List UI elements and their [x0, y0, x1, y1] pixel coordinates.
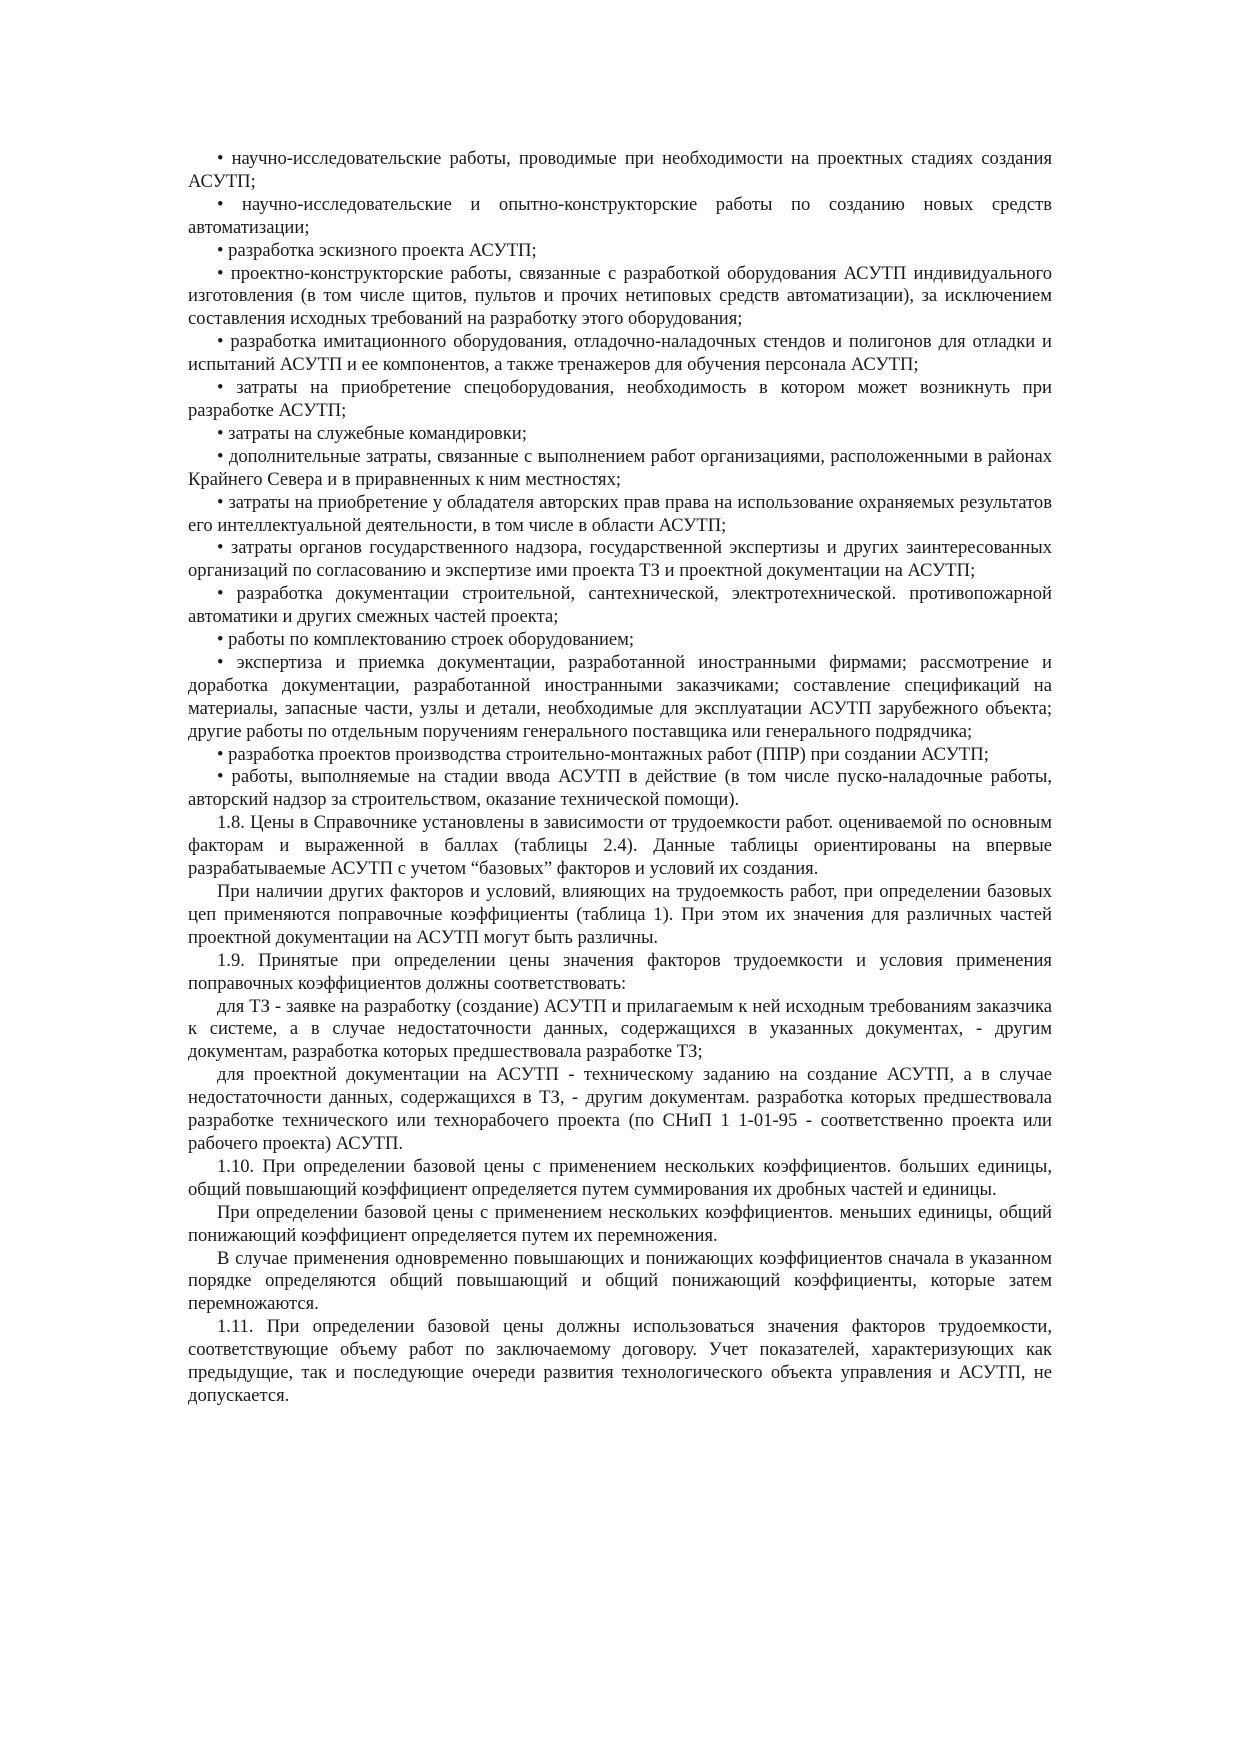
list-item: • затраты на приобретение у обладателя авторских прав права на использование охраняемых результатов его интеллектуальной деятельности, в том числе в области АСУТП;	[188, 491, 1052, 536]
list-item: • работы, выполняемые на стадии ввода АСУТП в действие (в том числе пуско-наладочные работы, авторский надзор за строительством, оказание технической помощи).	[188, 766, 1052, 811]
list-item: • затраты на приобретение спецоборудования, необходимость в котором может возникнуть при разработке АСУТП;	[188, 377, 1052, 421]
list-item: • работы по комплектованию строек оборудованием;	[217, 629, 635, 651]
section-1-11-paragraph: 1.11. При определении базовой цены должны использоваться значения факторов трудоемкости, соответствующие объему работ по заключаемому договору. Учет показателей, характеризующих как предыдущие, так и последующие очереди развития технологического объекта управления и АСУТП, не допускается.	[188, 1316, 1052, 1406]
list-item: • разработка эскизного проекта АСУТП;	[217, 239, 537, 261]
list-item: • разработка документации строительной, сантехнической, электротехнической. противопожарной автоматики и других смежных частей проекта;	[188, 583, 1052, 628]
section-1-9-paragraph: 1.9. Принятые при определении цены значения факторов трудоемкости и условия применения поправочных коэффициентов должны соответствовать:	[188, 949, 1052, 994]
list-item: • затраты на служебные командировки;	[217, 422, 527, 444]
list-item: • проектно-конструкторские работы, связанные с разработкой оборудования АСУТП индивидуального изготовления (в том числе щитов, пультов и прочих нетиповых средств автоматизации), за исключением составления исходных требований на разработку этого оборудования;	[188, 262, 1052, 330]
section-1-8-paragraph: 1.8. Цены в Справочнике установлены в зависимости от трудоемкости работ. оцениваемой по основным факторам и выраженной в баллах (таблицы 2.4). Данные таблицы ориентированы на впервые разрабатываемые АСУТП с учетом “базовых” факторов и условий их создания.	[188, 812, 1052, 880]
body-paragraph: При наличии других факторов и условий, влияющих на трудоемкость работ, при определении базовых цеп применяются поправочные коэффициенты (таблица 1). При этом их значения для различных частей проектной документации на АСУТП могут быть различны.	[188, 881, 1052, 948]
list-item: • экспертиза и приемка документации, разработанной иностранными фирмами; рассмотрение и доработка документации, разработанной иностранными заказчиками; составление спецификаций на материалы, запасные части, узлы и детали, необходимые для эксплуатации АСУТП зарубежного объекта; другие работы по отдельным поручениям генерального поставщика или генерального подрядчика;	[188, 651, 1052, 742]
list-item: • разработка проектов производства строительно-монтажных работ (ППР) при создании АСУТП;	[217, 743, 989, 765]
section-1-10-paragraph: 1.10. При определении базовой цены с применением нескольких коэффициентов. больших единицы, общий повышающий коэффициент определяется путем суммирования их дробных частей и единицы.	[188, 1155, 1052, 1200]
body-paragraph: для ТЗ - заявке на разработку (создание) АСУТП и прилагаемым к ней исходным требованиям заказчика к системе, а в случае недостаточности данных, содержащихся в указанных документах, - другим документам, разработка которых предшествовала разработке ТЗ;	[188, 995, 1052, 1063]
document-page	[188, 148, 1052, 1408]
body-paragraph: для проектной документации на АСУТП - техническому заданию на создание АСУТП, а в случае недостаточности данных, содержащихся в ТЗ, - другим документам. разработка которых предшествовала разработке технического или технорабочего проекта (по СНиП 1 1-01-95 - соответственно проекта или рабочего проекта) АСУТП.	[188, 1064, 1052, 1154]
list-item: • научно-исследовательские и опытно-конструкторские работы по созданию новых средств автоматизации;	[188, 193, 1052, 238]
list-item: • дополнительные затраты, связанные с выполнением работ организациями, расположенными в районах Крайнего Севера и в приравненных к ним местностях;	[188, 445, 1052, 490]
list-item: • разработка имитационного оборудования, отладочно-наладочных стендов и полигонов для отладки и испытаний АСУТП и ее компонентов, а также тренажеров для обучения персонала АСУТП;	[188, 331, 1052, 376]
body-paragraph: В случае применения одновременно повышающих и понижающих коэффициентов сначала в указанном порядке определяются общий повышающий и общий понижающий коэффициенты, которые затем перемножаются.	[188, 1247, 1052, 1315]
body-paragraph: При определении базовой цены с применением нескольких коэффициентов. меньших единицы, общий понижающий коэффициент определяется путем их перемножения.	[188, 1201, 1052, 1246]
list-item: • затраты органов государственного надзора, государственной экспертизы и других заинтересованных организаций по согласованию и экспертизе ими проекта ТЗ и проектной документации на АСУТП;	[188, 537, 1052, 582]
list-item: • научно-исследовательские работы, проводимые при необходимости на проектных стадиях создания АСУТП;	[188, 148, 1052, 192]
